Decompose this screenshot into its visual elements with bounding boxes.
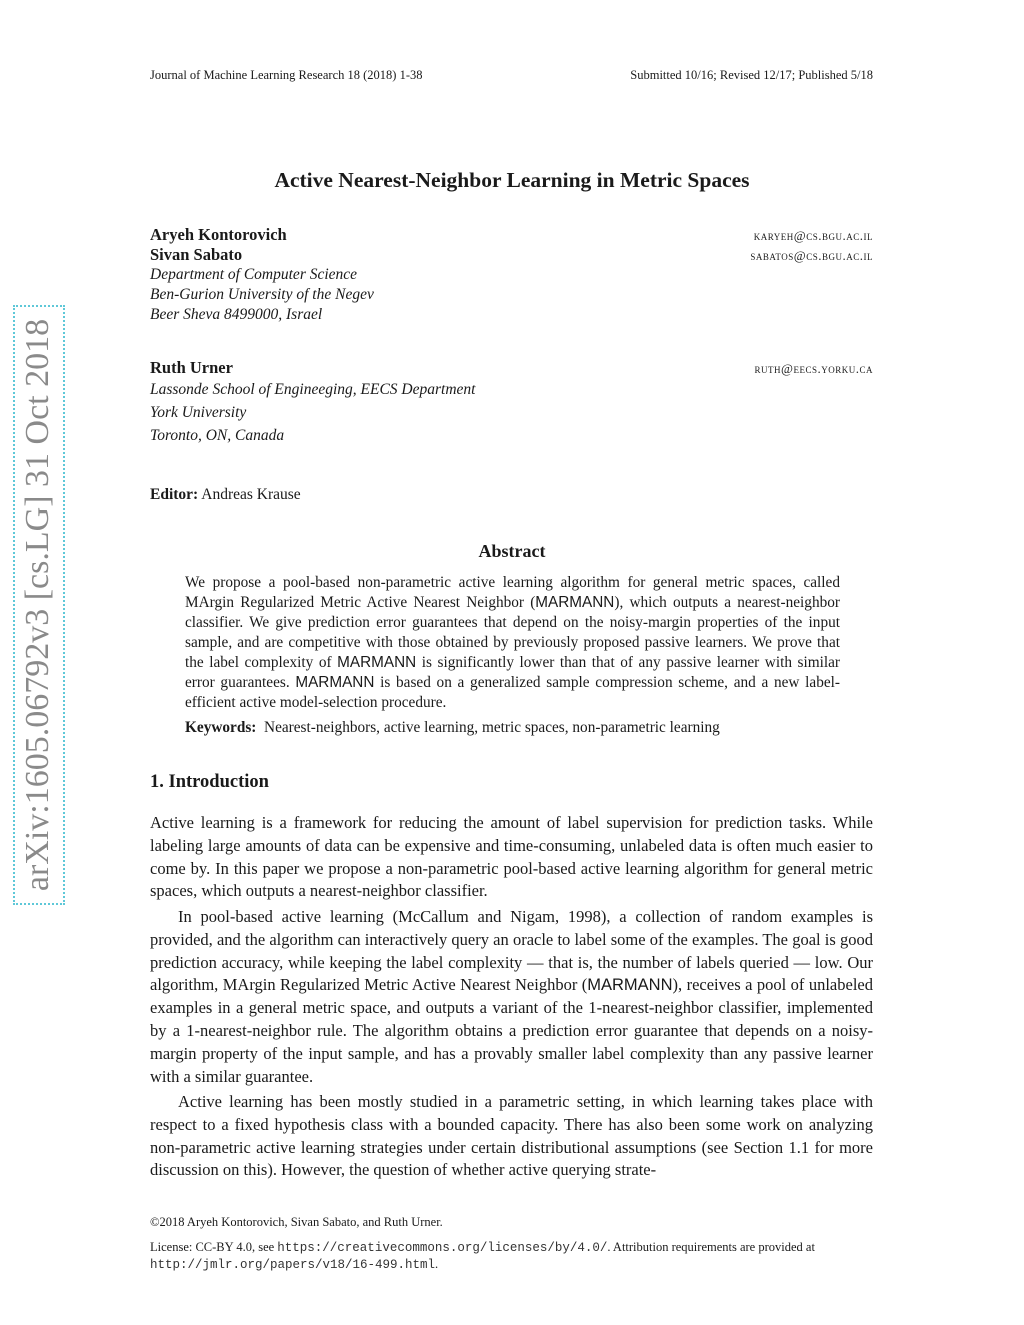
intro-paragraph-2 (150, 906, 873, 1088)
abstract-text (185, 573, 840, 713)
license-link[interactable]: https://creativecommons.org/licenses/by/4.0/ (277, 1241, 608, 1255)
paper-title: Active Nearest-Neighbor Learning in Metric Spaces (274, 168, 750, 192)
author-name-3: Ruth Urner (150, 358, 233, 377)
journal-header: Journal of Machine Learning Research 18 (2018) 1-38 (150, 68, 423, 82)
intro-paragraph-2-part-b: ), receives a pool of unlabeled examples in a general metric space, and outputs a variant of the 1-nearest-neighbor classifier, implemented by a 1-nearest-neighbor rule. The algorithm obtains a prediction error guarantee that depends on a noisy-margin property of the input sample, and has a provably smaller label complexity than any passive learner with a similar guarantee. (150, 975, 873, 1086)
intro-paragraph-2-part-a: In pool-based active learning (McCallum and Nigam, 1998), a collection of random examples is provided, and the algorithm can interactively query an oracle to label some of the examples. The goal is good prediction accuracy, while keeping the label complexity — that is, the number of labels queried — low. Our algorithm, MArgin Regularized Metric Active Nearest Neighbor ( (150, 907, 873, 995)
section-heading: 1. Introduction (150, 772, 269, 792)
algorithm-name: MARMANN (535, 594, 615, 611)
license-mid: . Attribution requirements are provided at (607, 1240, 815, 1254)
author-name-1: Aryeh Kontorovich (150, 225, 287, 244)
keywords-line (185, 719, 845, 737)
abstract-part-3: is significantly lower than that of any passive learner with similar error guarantees. (185, 654, 840, 691)
intro-paragraph-3: Active learning has been mostly studied in a parametric setting, in which learning takes place with respect to a fixed hypothesis class with a bounded capacity. There has also been some work on analyzing non-parametric active learning strategies under certain distributional assumptions (see Section 1.1 for more discussion on this). However, the question of whether active querying strate- (150, 1092, 873, 1180)
author-name-2: Sivan Sabato (150, 245, 243, 264)
affiliation-1-line-2: Ben-Gurion University of the Negev (150, 286, 374, 303)
arxiv-stamp: arXiv:1605.06792v3 [cs.LG] 31 Oct 2018 (13, 305, 65, 905)
affiliation-2-line-3: Toronto, ON, Canada (150, 427, 285, 444)
abstract-part-2: ), which outputs a nearest-neighbor classifier. We give prediction error guarantees that depend on the noisy-margin properties of the input sample, and are competitive with those obtained by previously proposed passive learners. We prove that the label complexity of (185, 594, 840, 671)
algorithm-name: MARMANN (337, 654, 417, 671)
author-email-1: karyeh@cs.bgu.ac.il (753, 228, 873, 243)
intro-paragraph-1: Active learning is a framework for reducing the amount of label supervision for prediction tasks. While labeling large amounts of data can be expensive and time-consuming, unlabeled data is often much easier to come by. In this paper we propose a non-parametric pool-based active learning algorithm for general metric spaces, which outputs a nearest-neighbor classifier. (150, 813, 873, 901)
submission-dates: Submitted 10/16; Revised 12/17; Published 5/18 (630, 68, 873, 82)
editor-label: Editor: (150, 486, 199, 503)
author-email-3: ruth@eecs.yorku.ca (754, 361, 873, 376)
affiliation-1-line-1: Department of Computer Science (150, 266, 358, 283)
affiliation-1-line-3: Beer Sheva 8499000, Israel (150, 306, 323, 323)
license-line (150, 1239, 875, 1273)
license-label: License: CC-BY 4.0, see (150, 1240, 278, 1254)
abstract-part-4: is based on a generalized sample compression scheme, and a new label-efficient active model-selection procedure. (185, 674, 840, 711)
keywords-label: Keywords: (185, 719, 257, 736)
algorithm-name: MARMANN (295, 674, 375, 691)
copyright-line: ©2018 Aryeh Kontorovich, Sivan Sabato, and Ruth Urner. (150, 1215, 443, 1229)
affiliation-2-line-1: Lassonde School of Engineeging, EECS Department (150, 381, 476, 398)
author-email-2: sabatos@cs.bgu.ac.il (750, 248, 873, 263)
editor-name: Andreas Krause (201, 486, 301, 503)
abstract-part-1: We propose a pool-based non-parametric active learning algorithm for general metric spaces, called MArgin Regularized Metric Active Nearest Neighbor ( (185, 574, 840, 611)
editor-line (150, 486, 301, 504)
abstract-heading: Abstract (478, 541, 546, 561)
algorithm-name: MARMANN (587, 976, 673, 995)
attribution-link[interactable]: http://jmlr.org/papers/v18/16-499.html (150, 1258, 436, 1272)
keywords-text: Nearest-neighbors, active learning, metric spaces, non-parametric learning (264, 719, 720, 736)
affiliation-2-line-2: York University (150, 404, 247, 421)
license-end: . (435, 1257, 439, 1271)
